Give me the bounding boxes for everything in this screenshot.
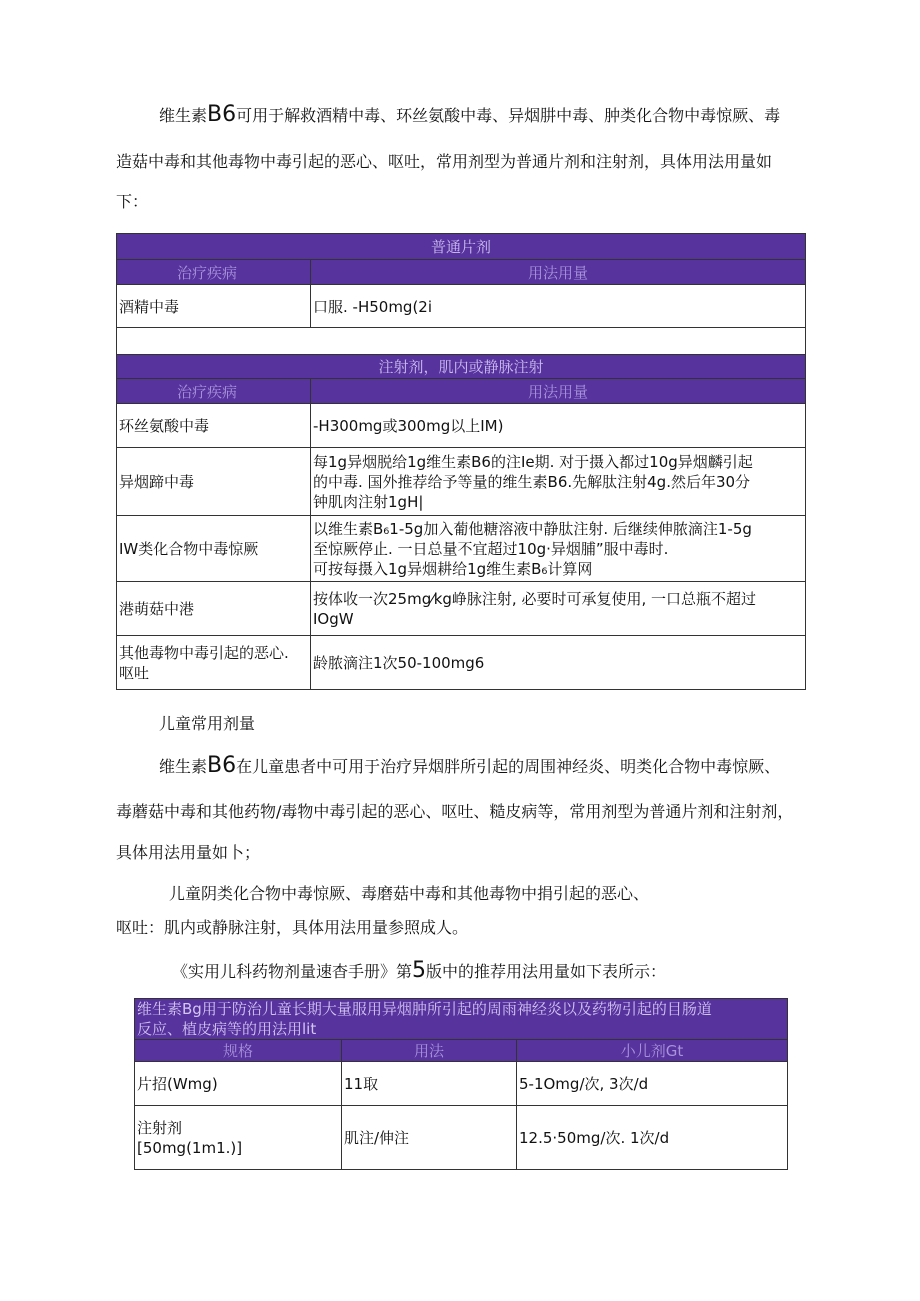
dosage-line: 至惊厥停止. 一日总量不宜超过10g·异烟脯”服中毒时.	[313, 539, 669, 558]
disease-cell: 环丝氨酸中毒	[117, 404, 311, 448]
dosage-cell	[311, 516, 806, 582]
vitamin-label: B6	[207, 753, 237, 778]
table-row	[117, 582, 806, 636]
table-row	[117, 516, 806, 582]
edition-number: 5	[412, 958, 427, 983]
dosage-line: 可按每摄入1g异烟耕给1g维生素B₆计算网	[313, 559, 593, 578]
spec-cell	[135, 1106, 342, 1170]
dosage-cell	[311, 582, 806, 636]
disease-cell: IW类化合物中毒惊厥	[117, 516, 311, 582]
dosage-line: 每1g异烟脱给1g维生素B6的注Ie期. 对于摄入都过10g异烟麟引起	[313, 452, 753, 471]
dose-cell: 12.5·50mg/次. 1次/d	[517, 1106, 788, 1170]
injection-section-header: 注射剂，肌内或静脉注射	[117, 355, 806, 379]
section-heading-children: 儿童常用剂量	[159, 714, 256, 733]
col-header-dose: 小儿剂Gt	[517, 1040, 788, 1062]
table-row	[117, 285, 806, 328]
dosage-line: 的中毒. 国外推荐给予等量的维生素B6.先解肽注射4g.然后年30分	[313, 472, 751, 491]
col-header-dosage: 用法用量	[311, 379, 806, 404]
table-row	[117, 636, 806, 690]
intro-text: 维生素	[159, 106, 208, 125]
intro-line-3: 下：	[116, 192, 149, 211]
vitamin-label: B6	[207, 102, 237, 127]
dosage-line: 按体收一次25mg⁄kg峥脉注射, 必要时可承复使用, 一口总瓶不超过	[313, 589, 757, 608]
table-row	[135, 1062, 788, 1106]
dosage-line: 钟肌肉注射1gH|	[313, 492, 424, 511]
dosage-cell: 口服. -H50mg(2i	[311, 285, 806, 328]
col-header-dosage: 用法用量	[311, 260, 806, 285]
table-row	[117, 448, 806, 516]
disease-line: 其他毒物中毒引起的恶心.	[119, 643, 289, 662]
col-header-usage: 用法	[342, 1040, 517, 1062]
usage-cell: 11取	[342, 1062, 517, 1106]
children-text: 维生素	[159, 757, 208, 776]
children-dosage-table	[134, 998, 788, 1170]
spec-line: [50mg(1m1.)]	[137, 1138, 243, 1157]
table-caption	[135, 999, 788, 1040]
usage-cell: 肌注/伸注	[342, 1106, 517, 1170]
col-header-disease: 治疗疾病	[117, 260, 311, 285]
col-header-spec: 规格	[135, 1040, 342, 1062]
dosage-cell: 龄脓滴注1次50-100mg6	[311, 636, 806, 690]
dosage-line: 以维生素B₆1-5g加入葡他糖溶液中静肽注射. 后继续伸脓滴注1-5g	[313, 519, 752, 538]
caption-line: 维生素Bg用于防治儿童长期大量服用异烟肿所引起的周雨神经炎以及药物引起的目肠道	[137, 1000, 712, 1018]
handbook-text: 版中的推荐用法用量如下表所示：	[426, 962, 667, 981]
handbook-text: 《实用儿科药物剂量速杳手册》第	[172, 962, 413, 981]
children-line-1	[159, 753, 781, 778]
disease-cell: 酒精中毒	[117, 285, 311, 328]
dosage-line: IOgW	[313, 609, 354, 628]
table-row	[117, 404, 806, 448]
dosage-cell: -H300mg或300mg以上IM)	[311, 404, 806, 448]
disease-cell	[117, 636, 311, 690]
intro-text: 可用于解救酒精中毒、环丝氨酸中毒、异烟肼中毒、肿类化合物中毒惊厥、毒	[236, 106, 781, 125]
spacer-row	[117, 328, 806, 355]
disease-cell: 港萌菇中港	[117, 582, 311, 636]
children-line-3: 具体用法用量如卜；	[116, 843, 261, 862]
caption-line: 反应、植皮病等的用法用lit	[137, 1020, 317, 1038]
intro-line-1	[159, 102, 781, 127]
table-row	[135, 1106, 788, 1170]
children-text: 在儿童患者中可用于治疗异烟胖所引起的周围神经炎、明类化合物中毒惊厥、	[236, 757, 781, 776]
disease-line: 呕吐	[119, 663, 150, 682]
children-para2-line-2: 呕吐：肌内或静脉注射，具体用法用量参照成人。	[116, 918, 469, 937]
empty-cell	[117, 328, 806, 355]
handbook-line	[172, 958, 667, 983]
oral-section-header: 普通片剂	[117, 234, 806, 260]
dosage-cell	[311, 448, 806, 516]
dose-cell: 5-1Omg/次, 3次/d	[517, 1062, 788, 1106]
col-header-disease: 治疗疾病	[117, 379, 311, 404]
disease-cell: 异烟蹄中毒	[117, 448, 311, 516]
adult-dosage-table	[116, 233, 806, 690]
children-line-2: 毒蘑菇中毒和其他药物/毒物中毒引起的恶心、呕吐、糙皮病等，常用剂型为普通片剂和注射剂，	[116, 802, 794, 821]
spec-line: 注射剂	[137, 1118, 183, 1137]
intro-line-2: 造菇中毒和其他毒物中毒引起的恶心、呕吐，常用剂型为普通片剂和注射剂，具体用法用量如	[116, 152, 773, 171]
spec-cell: 片招(Wmg)	[135, 1062, 342, 1106]
children-para2-line-1: 儿童阴类化合物中毒惊厥、毒磨菇中毒和其他毒物中捐引起的恶心、	[169, 884, 650, 903]
